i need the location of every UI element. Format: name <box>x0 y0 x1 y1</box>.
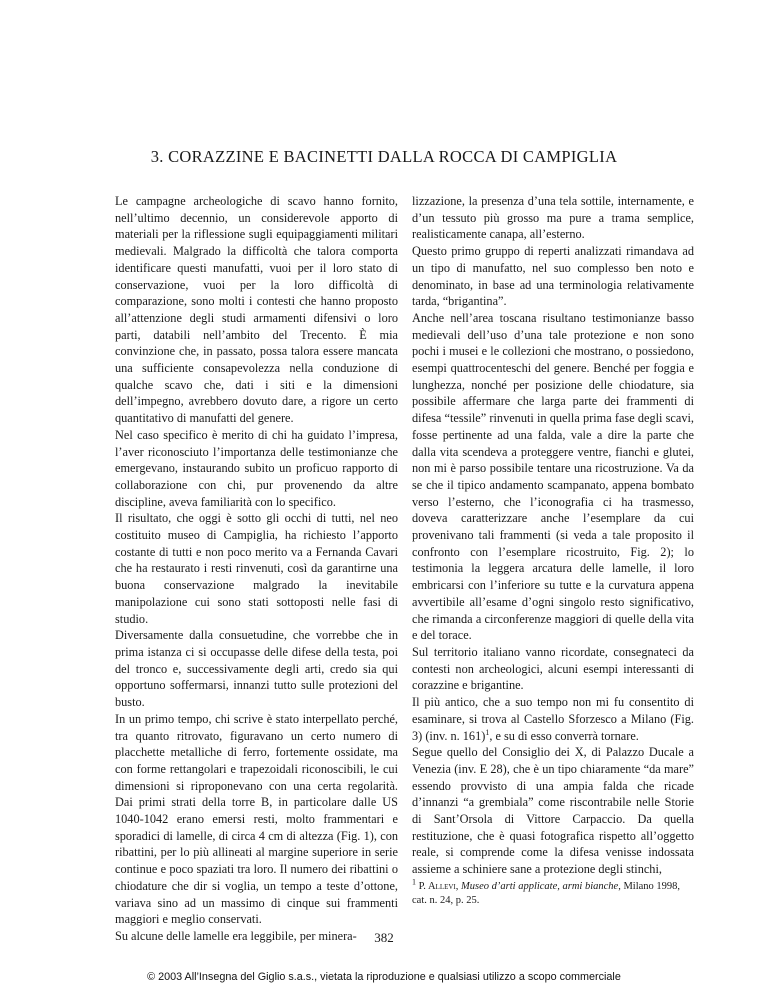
paragraph: Segue quello del Consiglio dei X, di Palazzo Ducale a Venezia (inv. E 28), che è un tipo chiaramente “da mare” essendo provvisto di una ampia falda che ricade d’innanzi “a grembiala” come riscontrabile nelle Storie di Sant’Orsola di Vittore Carpaccio. Da quella restituzione, che è quasi fotografica rispetto all’oggetto reale, si comprende come la difesa venisse indossata assieme a schiniere sane a protezione degli stinchi, <box>412 745 694 877</box>
right-text-column <box>412 193 694 878</box>
left-text-column <box>115 193 398 945</box>
paragraph: Questo primo gruppo di reperti analizzati rimandava ad un tipo di manufatto, nel suo complesso ben noto e denominato, in base ad una terminologia relativamente tarda, “brigantina”. <box>412 244 694 309</box>
paragraph: Anche nell’area toscana risultano testimonianze basso medievali dell’uso d’una tale protezione e non sono pochi i musei e le collezioni che mostrano, o possiedono, esempi quattrocenteschi del genere. Benché per foggia e lunghezza, nonché per posizione delle chiodature, sia possibile affermare che larga parte dei frammenti di difesa “tessile” rinvenuti in quella prima fase degli scavi, fosse pertinente ad una falda, vale a dire la parte che dalla vita scendeva a proteggere ventre, fianchi e glutei, non mi è parso possibile tentare una ricostruzione. Va da se che il tipico andamento scampanato, appena bombato verso l’esterno, che l’iconografia ci ha trasmesso, doveva caratterizzare anche l’esemplare da cui provenivano tali frammenti (si veda a tale proposito il confronto con l’esemplare ricostruito, Fig. 2); lo testimonia la leggera arcatura delle lamelle, il loro embricarsi con l’inferiore su tutte e la curvatura appena avvertibile all’esame d’ogni singolo resto significativo, che rimanda a circonferenze maggiori di quelle della vita e del torace. <box>412 310 694 643</box>
footnote-number: 1 <box>412 877 416 887</box>
footnote-reference[interactable]: 1 <box>485 727 490 737</box>
paragraph: Nel caso specifico è merito di chi ha guidato l’impresa, l’aver riconosciuto l’importanza delle testimonianze che emergevano, instaurando subito un proficuo rapporto di collaborazione con chi, pur provenendo da altre discipline, aveva familiarità con lo specifico. <box>115 427 398 509</box>
footnote: $^1$ P. Allevi, Museo d’arti applicate, armi bianche, Milano 1998, cat. n. 24, p. 25. <box>412 877 681 906</box>
paragraph: In un primo tempo, chi scrive è stato interpellato perché, tra quanto ritrovato, figuravano un certo numero di placchette metalliche di ferro, fortemente ossidate, ma con forme rettangolari e trapezoidali riconoscibili, le cui dimensioni si riproponevano con una certa regolarità. Dai primi strati della torre B, in particolare dalle US 1040-1042 erano emersi resti, molto frammentari e sporadici di lamelle, di circa 4 cm di altezza (Fig. 1), con ribattini, per lo più allineati al margine superiore in serie continue e poco spaziati tra loro. Il numero dei ribattini o chiodature che dir si voglia, un tempo a teste d’ottone, variava sino ad un massimo di cinque sui frammenti maggiori e meglio conservati. <box>115 711 398 927</box>
footnote-author: P. Allevi <box>418 881 456 892</box>
page-number: 382 <box>374 930 394 945</box>
paragraph: Sul territorio italiano vanno ricordate, consegnateci da contesti non archeologici, alcuni esempi interessanti di corazzine e brigantine. <box>412 644 694 693</box>
paragraph: Diversamente dalla consuetudine, che vorrebbe che in prima istanza ci si occupasse delle difese della testa, poi del tronco e, successivamente degli arti, credo sia qui opportuno soffermarsi, innanzi tutto sulle protezioni del busto. <box>115 628 398 710</box>
paragraph: Le campagne archeologiche di scavo hanno fornito, nell’ultimo decennio, un considerevole apporto di materiali per la riflessione sugli equipaggiamenti militari medievali. Malgrado la difficoltà che talora comporta identificare questi manufatti, vuoi per il loro stato di conservazione, vuoi per la loro difficoltà di comparazione, sono molti i contesti che hanno proposto all’attenzione degli studi armamenti difensivi o loro parti, databili nell’ambito del Trecento. È mia convinzione che, in passato, possa talora essere mancata una sufficiente consapevolezza nella conduzione di qualche scavo che, dati i siti e la dimensioni dell’impegno, avrebbero dovuto dare, a rigore un certo quantitativo di manufatti del genere. <box>115 194 398 426</box>
paragraph-text: , e su di esso converrà tornare. <box>489 728 639 743</box>
paragraph-with-footnote-ref <box>412 694 694 744</box>
chapter-title: 3. CORAZZINE E BACINETTI DALLA ROCCA DI CAMPIGLIA <box>150 147 618 166</box>
paragraph-text: Il più antico, che a suo tempo non mi fu consentito di esaminare, si trova al Castello Sforzesco a Milano (Fig. 3) (inv. n. 161) <box>412 695 694 743</box>
paragraph: Il risultato, che oggi è sotto gli occhi di tutti, nel neo costituito museo di Campiglia, ha richiesto l’apporto costante di tutti e non poco merito va a Fernanda Cavari che ha restaurato i resti rinvenuti, così da garantirne una buona conservazione malgrado la inevitabile manipolazione cui sono stati sottoposti nelle fasi di studio. <box>115 511 398 626</box>
paragraph: Su alcune delle lamelle era leggibile, per minera- <box>115 928 357 943</box>
copyright-notice: © 2003 All’Insegna del Giglio s.a.s., vietata la riproduzione e qualsiasi utilizzo a scopo commerciale <box>147 971 621 983</box>
footnote-details: , Milano 1998, cat. n. 24, p. 25. <box>412 881 681 906</box>
paragraph: lizzazione, la presenza d’una tela sottile, internamente, e d’un tessuto più grosso ma pure a trama semplice, realisticamente canapa, all’esterno. <box>412 194 694 242</box>
footnote-work-title: Museo d’arti applicate, armi bianche <box>461 881 619 892</box>
